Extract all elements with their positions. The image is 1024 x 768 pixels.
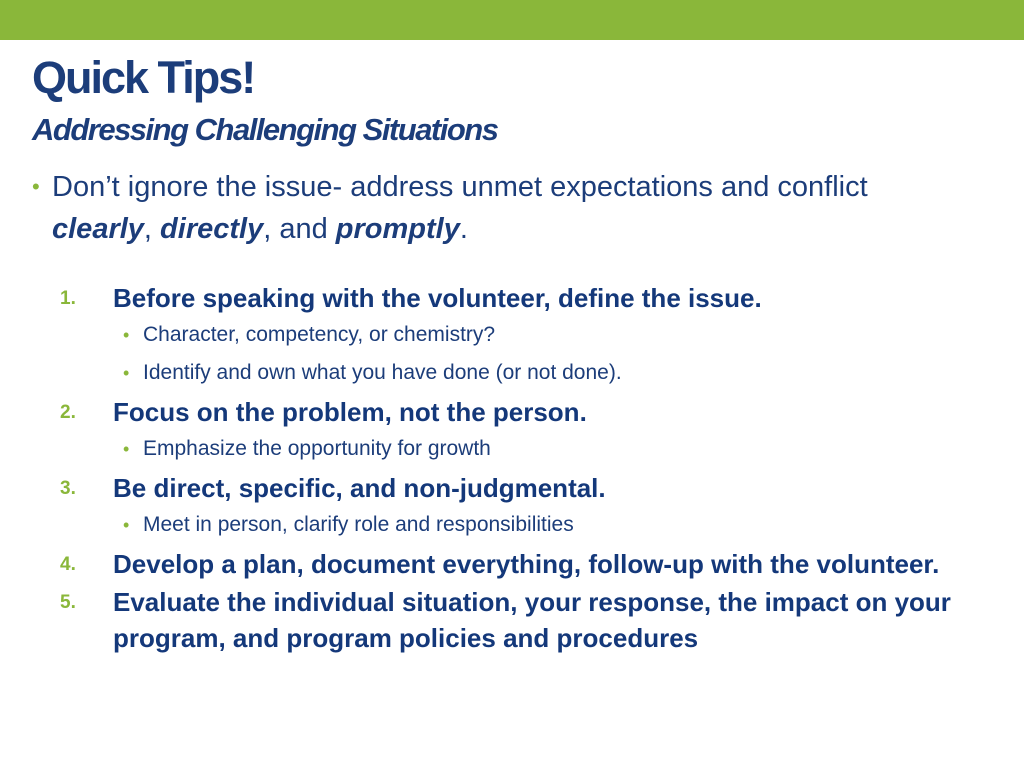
sub-bullet-list — [113, 316, 980, 392]
bullet-dot-icon: • — [32, 174, 40, 199]
intro-bullet — [32, 166, 952, 250]
step-body — [113, 280, 980, 394]
intro-emphasis-clearly: clearly — [52, 213, 144, 245]
intro-text — [52, 166, 952, 250]
sub-bullet-text: Character, competency, or chemistry? — [143, 323, 496, 346]
step-body — [113, 584, 980, 656]
step-number: 2. — [60, 402, 76, 423]
sub-bullet-item — [113, 430, 980, 468]
bullet-dot-icon: • — [123, 363, 130, 383]
step-item — [60, 470, 980, 546]
bullet-dot-icon: • — [123, 325, 130, 345]
step-item — [60, 584, 980, 656]
sub-bullet-text: Identify and own what you have done (or not done). — [143, 361, 622, 384]
steps-list — [60, 280, 980, 656]
step-number: 1. — [60, 288, 76, 309]
header-accent-bar — [0, 0, 1024, 40]
bullet-dot-icon: • — [123, 439, 130, 459]
step-number: 4. — [60, 554, 76, 575]
sub-bullet-item — [113, 506, 980, 544]
step-text: Be direct, specific, and non-judgmental. — [113, 473, 606, 503]
step-item — [60, 546, 980, 584]
sub-bullet-item — [113, 354, 980, 392]
step-number: 3. — [60, 478, 76, 499]
sub-bullet-text: Emphasize the opportunity for growth — [143, 437, 491, 460]
sub-bullet-text: Meet in person, clarify role and responsibilities — [143, 513, 574, 536]
step-body — [113, 470, 980, 546]
bullet-dot-icon: • — [123, 515, 130, 535]
sub-bullet-item — [113, 316, 980, 354]
step-text: Before speaking with the volunteer, define the issue. — [113, 283, 762, 313]
intro-emphasis-promptly: promptly — [335, 213, 460, 245]
step-number: 5. — [60, 592, 76, 613]
intro-suffix: . — [459, 213, 468, 245]
slide-title: Quick Tips! — [32, 52, 255, 103]
step-body — [113, 546, 980, 584]
intro-emphasis-directly: directly — [160, 213, 264, 245]
intro-prefix: Don’t ignore the issue- address unmet expectations and conflict — [52, 171, 868, 203]
slide-subtitle: Addressing Challenging Situations — [32, 112, 498, 147]
step-text: Evaluate the individual situation, your response, the impact on your program, and program policies and procedures — [113, 587, 951, 653]
step-item — [60, 280, 980, 394]
intro-separator: , and — [263, 213, 336, 245]
sub-bullet-list — [113, 506, 980, 544]
step-body — [113, 394, 980, 470]
intro-separator: , — [143, 213, 161, 245]
step-item — [60, 394, 980, 470]
step-text: Develop a plan, document everything, follow-up with the volunteer. — [113, 549, 940, 579]
step-text: Focus on the problem, not the person. — [113, 397, 587, 427]
sub-bullet-list — [113, 430, 980, 468]
